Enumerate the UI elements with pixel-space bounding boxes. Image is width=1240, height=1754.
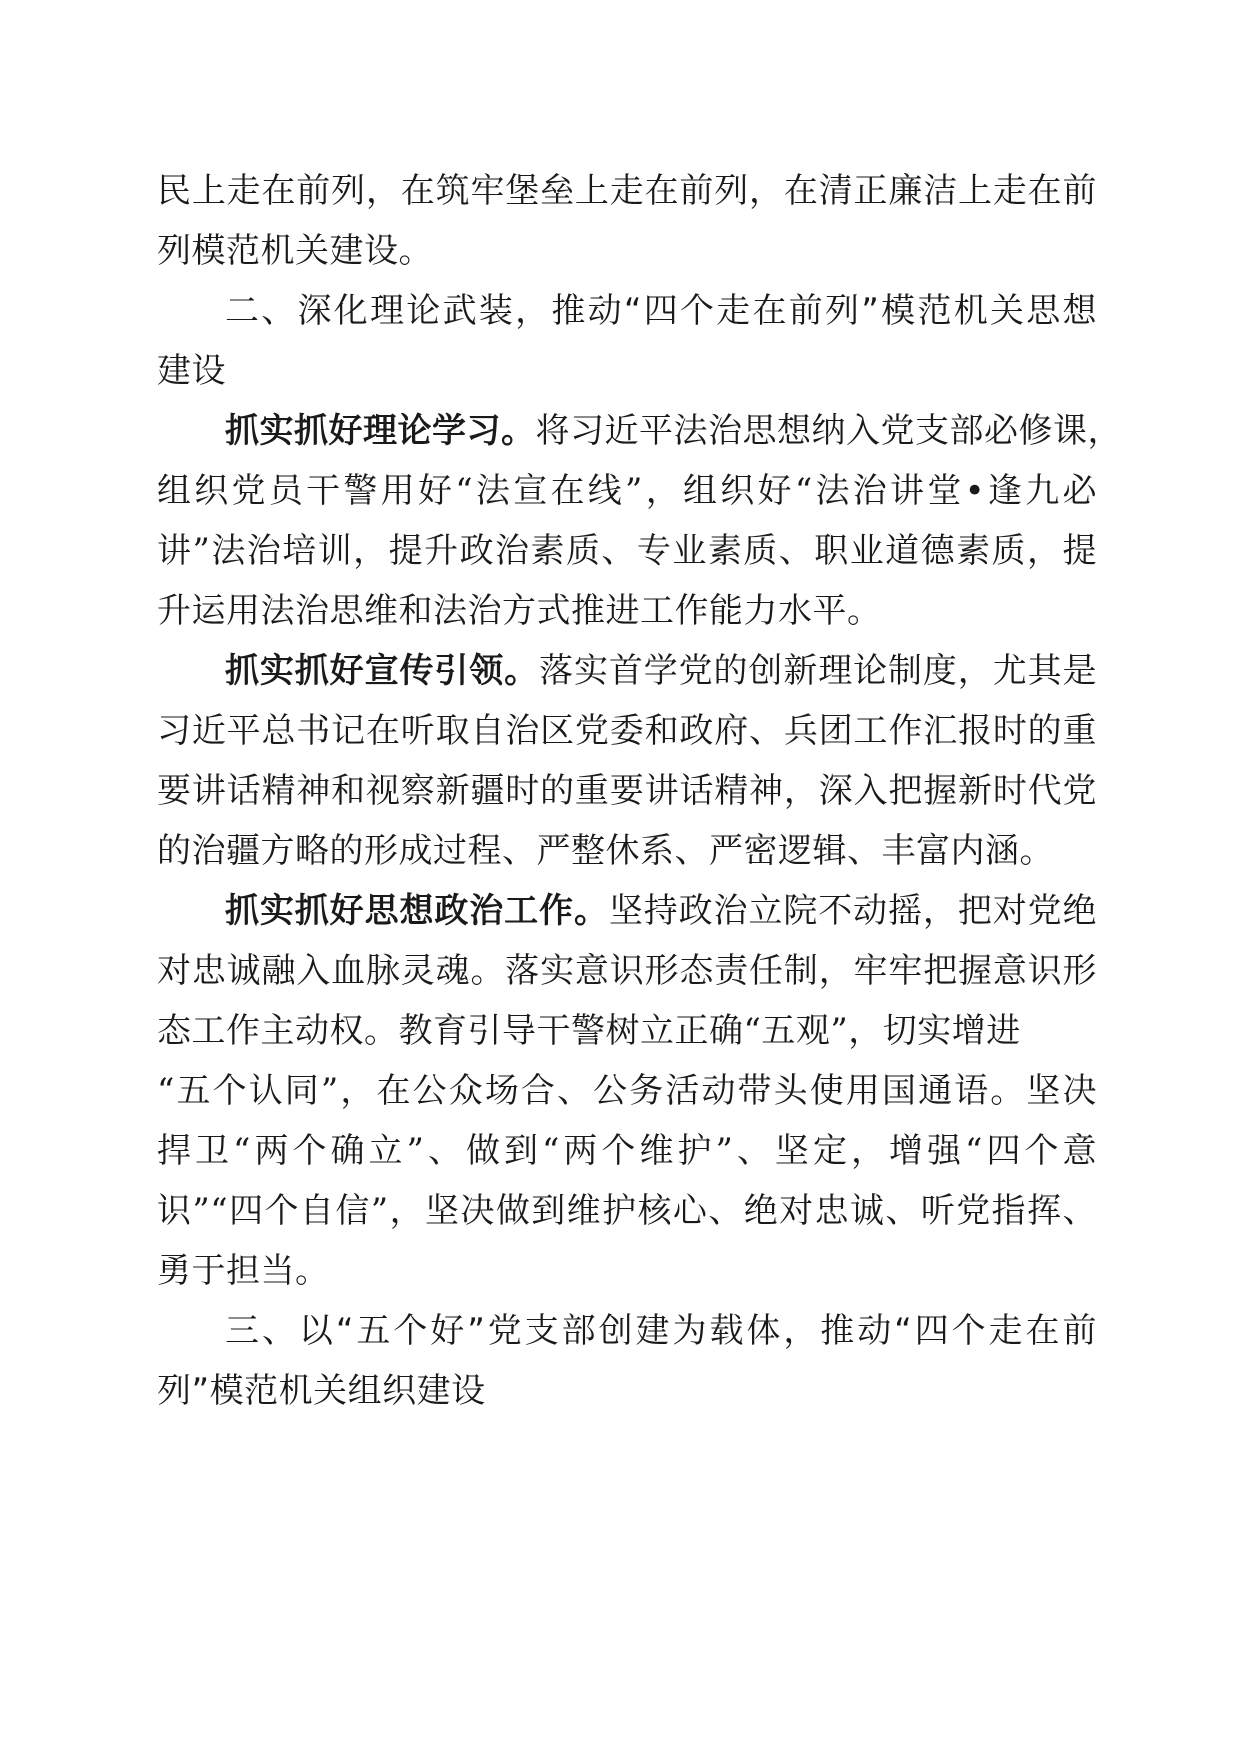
paragraph-first-line xyxy=(225,882,1097,940)
line-text: 对忠诚融入血脉灵魂。落实意识形态责任制，牢牢把握意识形 xyxy=(157,951,1097,991)
body-line xyxy=(157,942,1097,1000)
heading-text: 三、以“五个好”党支部创建为载体，推动“四个走在前 xyxy=(225,1311,1097,1351)
line-text: 讲”法治培训，提升政治素质、专业素质、职业道德素质，提 xyxy=(157,531,1097,571)
section-heading-continued xyxy=(157,1362,1097,1420)
line-text: 习近平总书记在听取自治区党委和政府、兵团工作汇报时的重 xyxy=(157,711,1097,751)
body-line xyxy=(157,1242,1097,1300)
paragraph-lead: 抓实抓好理论学习。 xyxy=(225,411,536,451)
body-line xyxy=(157,1122,1097,1180)
line-text: 将习近平法治思想纳入党支部必修课， xyxy=(535,411,1122,451)
line-text: 捍卫“两个确立”、做到“两个维护”、坚定，增强“四个意 xyxy=(157,1131,1097,1171)
paragraph-lead: 抓实抓好宣传引领。 xyxy=(225,651,540,691)
line-text: 组织党员干警用好“法宣在线”，组织好“法治讲堂•逢九必 xyxy=(157,471,1097,511)
line-text: 要讲话精神和视察新疆时的重要讲话精神，深入把握新时代党 xyxy=(157,771,1097,811)
body-line xyxy=(157,822,1097,880)
section-heading xyxy=(225,282,1097,340)
paragraph-lead: 抓实抓好思想政治工作。 xyxy=(225,891,609,931)
body-line xyxy=(157,222,1097,280)
line-text: 识”“四个自信”，坚决做到维护核心、绝对忠诚、听党指挥、 xyxy=(157,1191,1097,1231)
body-line xyxy=(157,1182,1097,1240)
line-text: “五个认同”，在公众场合、公务活动带头使用国通语。坚决 xyxy=(157,1071,1097,1111)
section-heading-continued xyxy=(157,342,1097,400)
line-text: 升运用法治思维和法治方式推进工作能力水平。 xyxy=(157,591,882,631)
paragraph-first-line xyxy=(225,642,1097,700)
heading-text: 列”模范机关组织建设 xyxy=(157,1371,486,1411)
body-line xyxy=(157,702,1097,760)
body-line xyxy=(157,1062,1097,1120)
line-text: 的治疆方略的形成过程、严整休系、严密逻辑、丰富内涵。 xyxy=(157,831,1054,871)
heading-text: 建设 xyxy=(157,351,226,391)
body-line xyxy=(157,582,1097,640)
body-line xyxy=(157,762,1097,820)
line-text: 坚持政治立院不动摇，把对党绝 xyxy=(608,891,1098,931)
body-line xyxy=(157,462,1097,520)
line-text: 态工作主动权。教育引导干警树立正确“五观”，切实增进 xyxy=(157,1011,1021,1051)
paragraph-first-line xyxy=(225,402,1122,460)
body-line xyxy=(157,162,1097,220)
line-text: 民上走在前列，在筑牢堡垒上走在前列，在清正廉洁上走在前 xyxy=(157,171,1097,211)
section-heading xyxy=(225,1302,1097,1360)
line-text: 勇于担当。 xyxy=(157,1251,330,1291)
body-line xyxy=(157,1002,1097,1060)
body-line xyxy=(157,522,1097,580)
line-text: 列模范机关建设。 xyxy=(157,231,433,271)
line-text: 落实首学党的创新理论制度，尤其是 xyxy=(539,651,1097,691)
heading-text: 二、深化理论武装，推动“四个走在前列”模范机关思想 xyxy=(225,291,1097,331)
